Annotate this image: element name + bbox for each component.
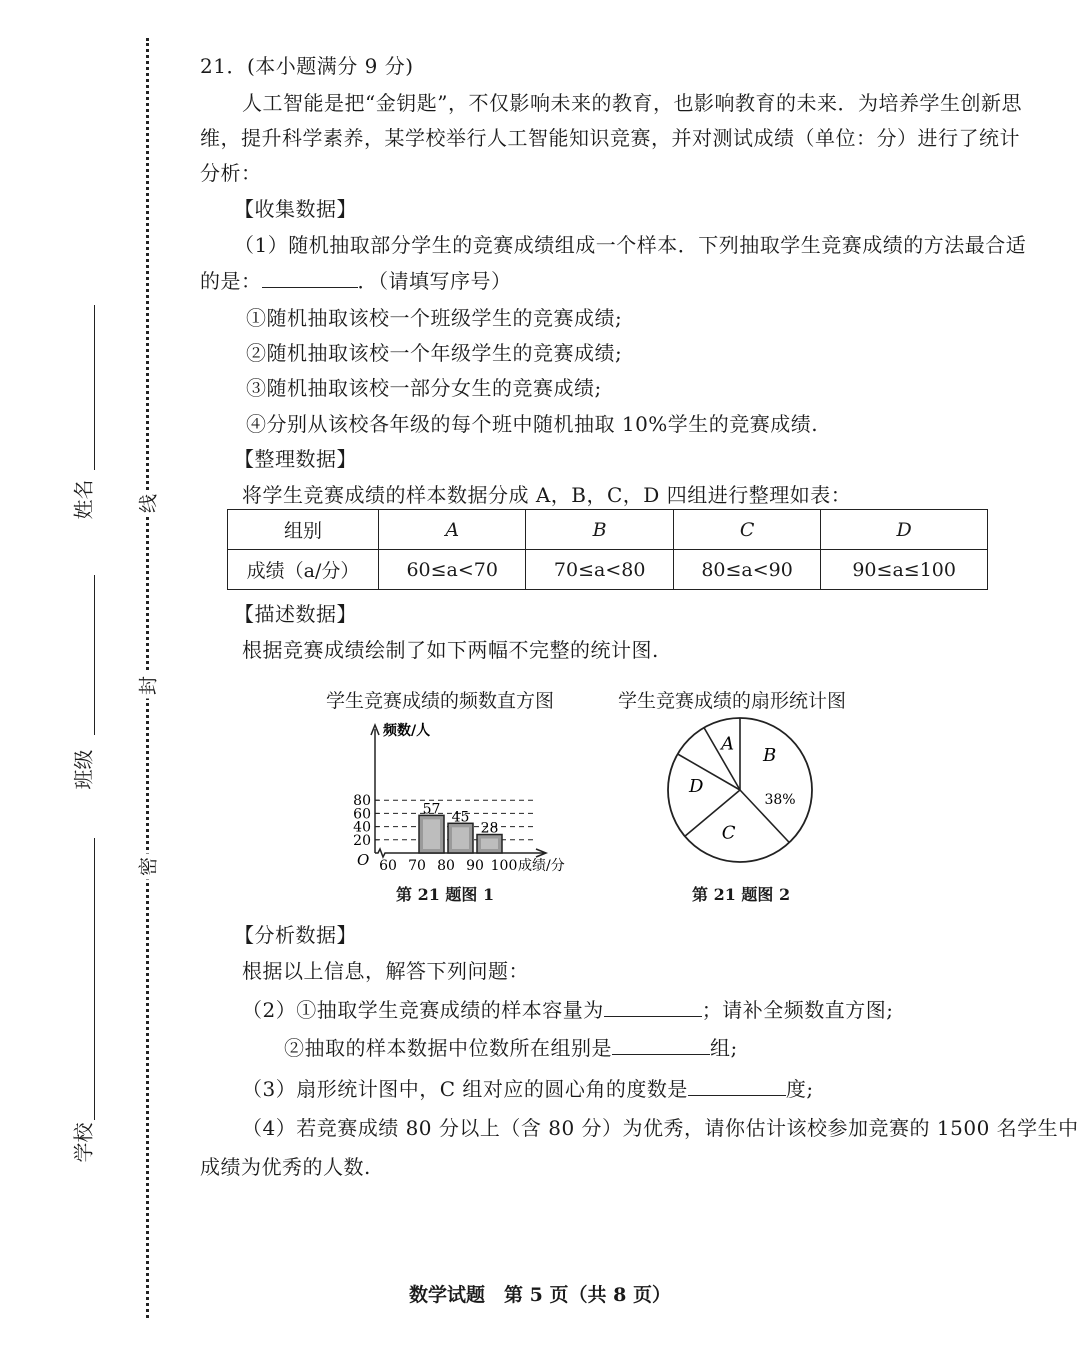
table-cell-range-b: 70≤a<80 — [526, 550, 673, 590]
question-header: 21．(本小题满分 9 分) — [200, 54, 414, 78]
q2-1 — [242, 992, 893, 1028]
pie-caption: 第 21 题图 2 — [692, 885, 791, 904]
q1-answer-blank[interactable] — [262, 267, 358, 288]
pie-label-b: B — [762, 744, 777, 766]
histogram-value-label-90~100: 28 — [480, 820, 499, 837]
pie-chart — [655, 705, 825, 875]
organize-heading: 【整理数据】 — [234, 447, 357, 471]
histogram-value-label-70~80: 57 — [422, 801, 441, 818]
table-cell-group-d: D — [821, 510, 988, 550]
q3-prefix: （3）扇形统计图中，C 组对应的圆心角的度数是 — [242, 1077, 688, 1101]
table-head-group: 组别 — [228, 510, 379, 550]
histogram-bar-inner-90~100 — [481, 839, 498, 849]
histogram-title: 学生竞赛成绩的频数直方图 — [326, 690, 555, 712]
school-blank-line[interactable] — [94, 838, 95, 1120]
seal-char-close: 密 — [134, 854, 161, 880]
y-axis-label: 频数/人 — [383, 723, 431, 739]
x-tick-label-70: 70 — [408, 858, 426, 874]
q3-suffix: 度; — [785, 1077, 814, 1101]
table-cell-range-d: 90≤a≤100 — [821, 550, 988, 590]
table-row-groups — [228, 510, 988, 550]
q4-line-2: 成绩为优秀的人数. — [200, 1155, 371, 1179]
name-label: 姓名 — [71, 479, 96, 520]
page-footer: 数学试题 第 5 页（共 8 页） — [409, 1284, 671, 1306]
pie-label-a: A — [721, 733, 735, 755]
table-row-ranges — [228, 550, 988, 590]
option-3: ③随机抽取该校一部分女生的竞赛成绩; — [246, 376, 602, 400]
histogram-bar-inner-70~80 — [423, 819, 440, 849]
q2-2-suffix: 组; — [710, 1036, 738, 1060]
q1-prefix: 的是： — [200, 269, 262, 293]
q2-1-prefix: （2）①抽取学生竞赛成绩的样本容量为 — [242, 998, 604, 1022]
x-tick-label-80: 80 — [437, 858, 455, 874]
table-cell-range-a: 60≤a<70 — [379, 550, 526, 590]
class-label: 班级 — [71, 749, 96, 790]
intro-line-1: 人工智能是把“金钥匙”，不仅影响未来的教育，也影响教育的未来．为培养学生创新思 — [242, 91, 1022, 115]
table-cell-group-b: B — [526, 510, 673, 550]
table-cell-group-a: A — [379, 510, 526, 550]
x-axis-label: 成绩/分 — [518, 858, 565, 874]
q1-line-2 — [200, 263, 512, 299]
histogram-chart — [330, 715, 590, 880]
collect-heading: 【收集数据】 — [234, 197, 357, 221]
describe-heading: 【描述数据】 — [234, 602, 357, 626]
intro-line-3: 分析： — [200, 161, 262, 185]
q2-2-prefix: ②抽取的样本数据中位数所在组别是 — [284, 1036, 612, 1060]
seal-char-line: 线 — [134, 491, 161, 517]
analyze-heading: 【分析数据】 — [234, 923, 357, 947]
y-tick-label-60: 60 — [353, 806, 371, 823]
q3-answer-blank[interactable] — [688, 1075, 786, 1096]
pie-percent-b: 38% — [764, 792, 796, 808]
organize-text: 将学生竞赛成绩的样本数据分成 A，B，C，D 四组进行整理如表： — [242, 483, 852, 507]
describe-text: 根据竞赛成绩绘制了如下两幅不完整的统计图. — [242, 638, 659, 662]
pie-label-d: D — [688, 776, 704, 798]
x-tick-label-60: 60 — [379, 858, 397, 874]
table-head-score: 成绩（a/分） — [228, 550, 379, 590]
q1-suffix: ．（请填写序号） — [357, 269, 512, 293]
y-tick-label-20: 20 — [353, 832, 371, 849]
q2-1-suffix: ；请补全频数直方图; — [701, 998, 894, 1022]
q3 — [242, 1071, 814, 1107]
x-tick-label-90: 90 — [466, 858, 484, 874]
histogram-bar-inner-80~90 — [452, 827, 469, 849]
school-label: 学校 — [71, 1122, 96, 1163]
name-blank-line[interactable] — [94, 305, 95, 470]
pie-title: 学生竞赛成绩的扇形统计图 — [618, 690, 847, 712]
q1-line-1: （1）随机抽取部分学生的竞赛成绩组成一个样本．下列抽取学生竞赛成绩的方法最合适 — [234, 233, 1027, 257]
y-tick-label-40: 40 — [353, 819, 371, 836]
pie-label-c: C — [721, 822, 736, 844]
q2-2-answer-blank[interactable] — [612, 1034, 710, 1055]
origin-label: O — [357, 851, 370, 869]
table-cell-range-c: 80≤a<90 — [673, 550, 820, 590]
analyze-text: 根据以上信息，解答下列问题： — [242, 959, 529, 983]
option-1: ①随机抽取该校一个班级学生的竞赛成绩; — [246, 306, 623, 330]
q2-1-answer-blank[interactable] — [604, 996, 702, 1017]
x-tick-label-100: 100 — [490, 858, 518, 874]
grouping-table — [227, 509, 988, 590]
option-2: ②随机抽取该校一个年级学生的竞赛成绩; — [246, 341, 623, 365]
intro-line-2: 维，提升科学素养，某学校举行人工智能知识竞赛，并对测试成绩（单位：分）进行了统计 — [200, 126, 1020, 150]
option-4: ④分别从该校各年级的每个班中随机抽取 10%学生的竞赛成绩. — [246, 412, 819, 436]
histogram-value-label-80~90: 45 — [451, 809, 470, 826]
table-cell-group-c: C — [673, 510, 820, 550]
y-tick-label-80: 80 — [353, 793, 371, 810]
q2-2 — [284, 1030, 738, 1066]
class-blank-line[interactable] — [94, 575, 95, 735]
q4-line-1: （4）若竞赛成绩 80 分以上（含 80 分）为优秀，请你估计该校参加竞赛的 1500 名学生中 — [242, 1116, 1079, 1140]
seal-char-seal: 封 — [134, 673, 161, 699]
histogram-caption: 第 21 题图 1 — [396, 885, 495, 904]
